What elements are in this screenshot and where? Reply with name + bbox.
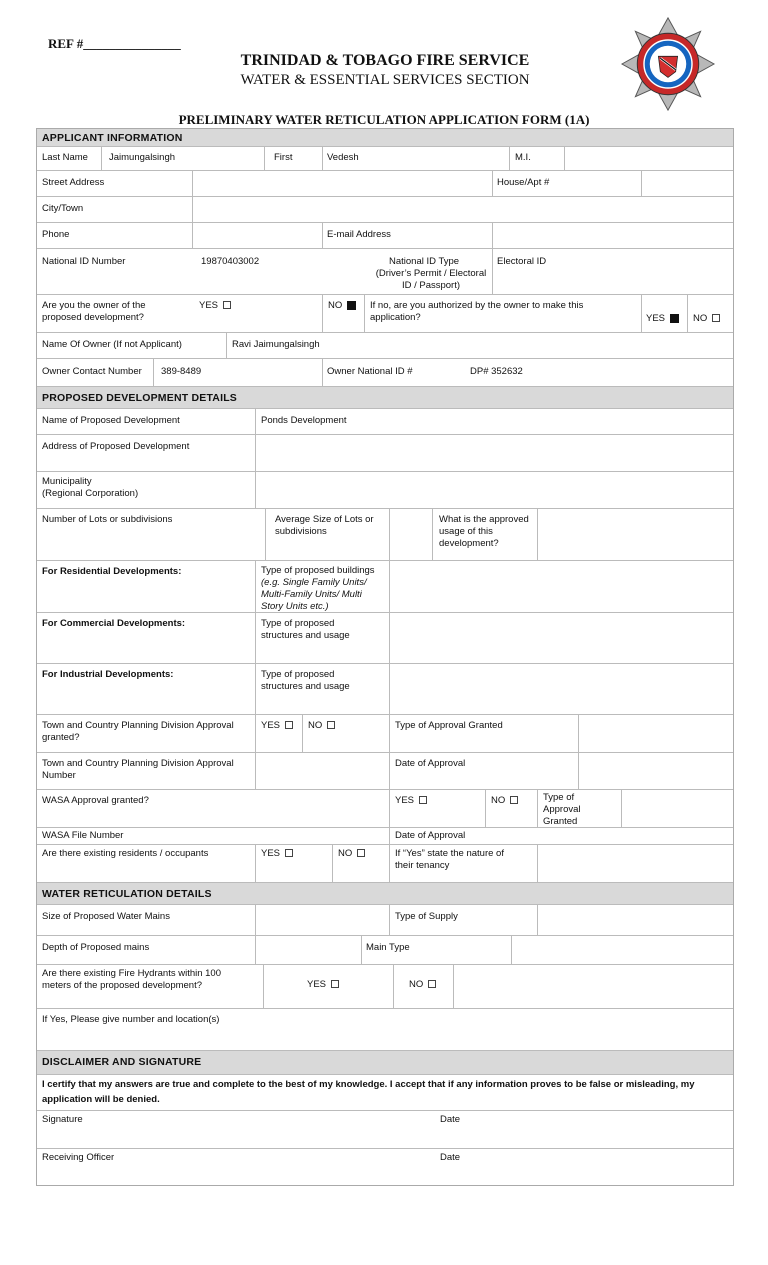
ref-number: REF #_______________ [48, 36, 181, 51]
industrial-row [37, 664, 733, 715]
org-title: TRINIDAD & TOBAGO FIRE SERVICE [240, 52, 530, 69]
residents-row [37, 845, 733, 883]
development-name-value[interactable]: Ponds Development [261, 415, 347, 426]
development-address-label: Address of Proposed Development [42, 441, 190, 452]
tcp-no-option [308, 720, 335, 732]
municipality-row [37, 472, 733, 509]
owner-nid-label: Owner National ID # [327, 366, 413, 377]
wasa-file-row [37, 828, 733, 845]
hydrants-no-checkbox[interactable] [428, 980, 436, 988]
main-type-label: Main Type [366, 942, 410, 953]
water-section-header: WATER RETICULATION DETAILS [37, 883, 733, 905]
last-name-label: Last Name [42, 152, 88, 163]
development-name-row [37, 409, 733, 435]
last-name-value[interactable]: Jaimungalsingh [109, 152, 176, 163]
avg-size-label: Average Size of Lots or subdivisions [275, 514, 374, 537]
nid-type-note: (Driver’s Permit / Electoral ID / Passport) [375, 268, 487, 291]
wasa-date-label: Date of Approval [395, 830, 466, 841]
authorized-yes-checkbox[interactable] [670, 314, 679, 323]
email-label: E-mail Address [327, 229, 391, 240]
residential-label: For Residential Developments: [42, 566, 182, 577]
usage-label: What is the approved usage of this development? [439, 514, 529, 549]
wasa-question: WASA Approval granted? [42, 795, 149, 806]
mains-size-row [37, 905, 733, 936]
phone-label: Phone [42, 229, 70, 240]
wasa-file-label: WASA File Number [42, 830, 124, 841]
wasa-no-checkbox[interactable] [510, 796, 518, 804]
section-title: WATER & ESSENTIAL SERVICES SECTION [240, 72, 530, 88]
yes-label: YES [261, 720, 281, 731]
commercial-structures-label: Type of proposed structures and usage [261, 618, 350, 641]
phone-row [37, 223, 733, 249]
owner-name-row [37, 333, 733, 359]
authorized-question: If no, are you authorized by the owner to make this application? [370, 300, 584, 323]
authorized-no-option [693, 313, 720, 325]
tenancy-label: If “Yes” state the nature of their tenancy [395, 848, 504, 871]
residents-no-checkbox[interactable] [357, 849, 365, 857]
city-row [37, 197, 733, 223]
hydrants-row [37, 965, 733, 1009]
residents-no-option [338, 848, 365, 860]
tcp-yes-option [261, 720, 293, 732]
yes-label: YES [646, 313, 666, 324]
authorized-no-checkbox[interactable] [712, 314, 720, 322]
yes-label: YES [307, 979, 327, 990]
development-address-row [37, 435, 733, 472]
industrial-label: For Industrial Developments: [42, 669, 174, 680]
tcp-number-row [37, 753, 733, 790]
no-label: NO [409, 979, 424, 990]
owner-contact-row [37, 359, 733, 387]
fire-service-badge-icon [620, 16, 716, 112]
residents-yes-checkbox[interactable] [285, 849, 293, 857]
no-label: NO [328, 300, 343, 311]
no-label: NO [308, 720, 323, 731]
yes-label: YES [261, 848, 281, 859]
hydrants-yes-option [307, 979, 339, 991]
owner-yes-option [199, 300, 231, 312]
lots-label: Number of Lots or subdivisions [42, 514, 173, 525]
hydrants-location-label: If Yes, Please give number and location(s) [42, 1014, 220, 1025]
tcp-approval-row [37, 715, 733, 753]
city-label: City/Town [42, 203, 84, 214]
nid-value[interactable]: 19870403002 [201, 256, 260, 267]
wasa-type-label: Type of Approval Granted [543, 792, 581, 827]
tcp-no-checkbox[interactable] [327, 721, 335, 729]
commercial-label: For Commercial Developments: [42, 618, 186, 629]
tcp-yes-checkbox[interactable] [285, 721, 293, 729]
mains-size-label: Size of Proposed Water Mains [42, 911, 170, 922]
signature-date-label: Date [440, 1114, 461, 1125]
owner-name-label: Name Of Owner (If not Applicant) [42, 339, 182, 350]
no-label: NO [338, 848, 353, 859]
electoral-id-label: Electoral ID [497, 256, 547, 267]
supply-type-label: Type of Supply [395, 911, 458, 922]
development-section-header: PROPOSED DEVELOPMENT DETAILS [37, 387, 733, 409]
commercial-row [37, 613, 733, 664]
street-label: Street Address [42, 177, 105, 188]
residents-yes-option [261, 848, 293, 860]
officer-label: Receiving Officer [42, 1152, 115, 1163]
disclaimer-text: I certify that my answers are true and complete to the best of my knowledge. I accept that if any information proves to be false or misleading, my application will be denied. [37, 1075, 733, 1111]
mains-depth-row [37, 936, 733, 965]
owner-no-checkbox[interactable] [347, 301, 356, 310]
municipality-note: (Regional Corporation) [42, 488, 139, 499]
owner-question-row [37, 295, 733, 333]
application-form [36, 128, 734, 1186]
wasa-yes-option [395, 795, 427, 807]
yes-label: YES [395, 795, 415, 806]
name-row [37, 147, 733, 171]
dp-number[interactable]: DP# 352632 [470, 366, 523, 377]
development-name-label: Name of Proposed Development [42, 415, 180, 426]
nid-label: National ID Number [42, 256, 126, 267]
wasa-approval-row [37, 790, 733, 828]
mains-depth-label: Depth of Proposed mains [42, 942, 150, 953]
first-name-value[interactable]: Vedesh [327, 152, 359, 163]
officer-row [37, 1149, 733, 1185]
applicant-section-header: APPLICANT INFORMATION [37, 129, 733, 147]
no-label: NO [693, 313, 708, 324]
owner-contact-label: Owner Contact Number [42, 366, 142, 377]
hydrants-no-option [409, 979, 436, 991]
wasa-yes-checkbox[interactable] [419, 796, 427, 804]
owner-contact-value[interactable]: 389-8489 [161, 366, 202, 377]
mi-label: M.I. [515, 152, 531, 163]
signature-row [37, 1111, 733, 1149]
wasa-no-option [491, 795, 518, 807]
house-label: House/Apt # [497, 177, 550, 188]
form-title: PRELIMINARY WATER RETICULATION APPLICATION FORM (1A) [178, 112, 590, 127]
owner-no-option [328, 300, 356, 312]
national-id-row [37, 249, 733, 295]
residential-type-label: Type of proposed buildings [261, 565, 375, 576]
owner-yes-checkbox[interactable] [223, 301, 231, 309]
approval-type-label: Type of Approval Granted [395, 720, 503, 731]
hydrants-question: Are there existing Fire Hydrants within 100 meters of the proposed development? [42, 968, 221, 991]
industrial-structures-label: Type of proposed structures and usage [261, 669, 350, 692]
owner-question: Are you the owner of the proposed development? [42, 300, 146, 323]
municipality-label: Municipality [42, 476, 92, 487]
disclaimer-section-header: DISCLAIMER AND SIGNATURE [37, 1051, 733, 1075]
first-name-label: First [274, 152, 293, 163]
hydrants-yes-checkbox[interactable] [331, 980, 339, 988]
officer-date-label: Date [440, 1152, 461, 1163]
tcp-date-label: Date of Approval [395, 758, 466, 769]
hydrants-location-row [37, 1009, 733, 1051]
yes-label: YES [199, 300, 219, 311]
tcp-question: Town and Country Planning Division Approval granted? [42, 720, 234, 743]
residential-row [37, 561, 733, 613]
signature-label: Signature [42, 1114, 83, 1125]
authorized-yes-option [646, 313, 679, 325]
street-row [37, 171, 733, 197]
owner-name-value[interactable]: Ravi Jaimungalsingh [232, 339, 320, 350]
lots-row [37, 509, 733, 561]
residential-type-example: (e.g. Single Family Units/ Multi-Family Units/ Multi Story Units etc.) [261, 577, 367, 612]
no-label: NO [491, 795, 506, 806]
residents-question: Are there existing residents / occupants [42, 848, 209, 859]
tcp-number-label: Town and Country Planning Division Approval Number [42, 758, 234, 781]
nid-type-label: National ID Type [389, 256, 460, 267]
